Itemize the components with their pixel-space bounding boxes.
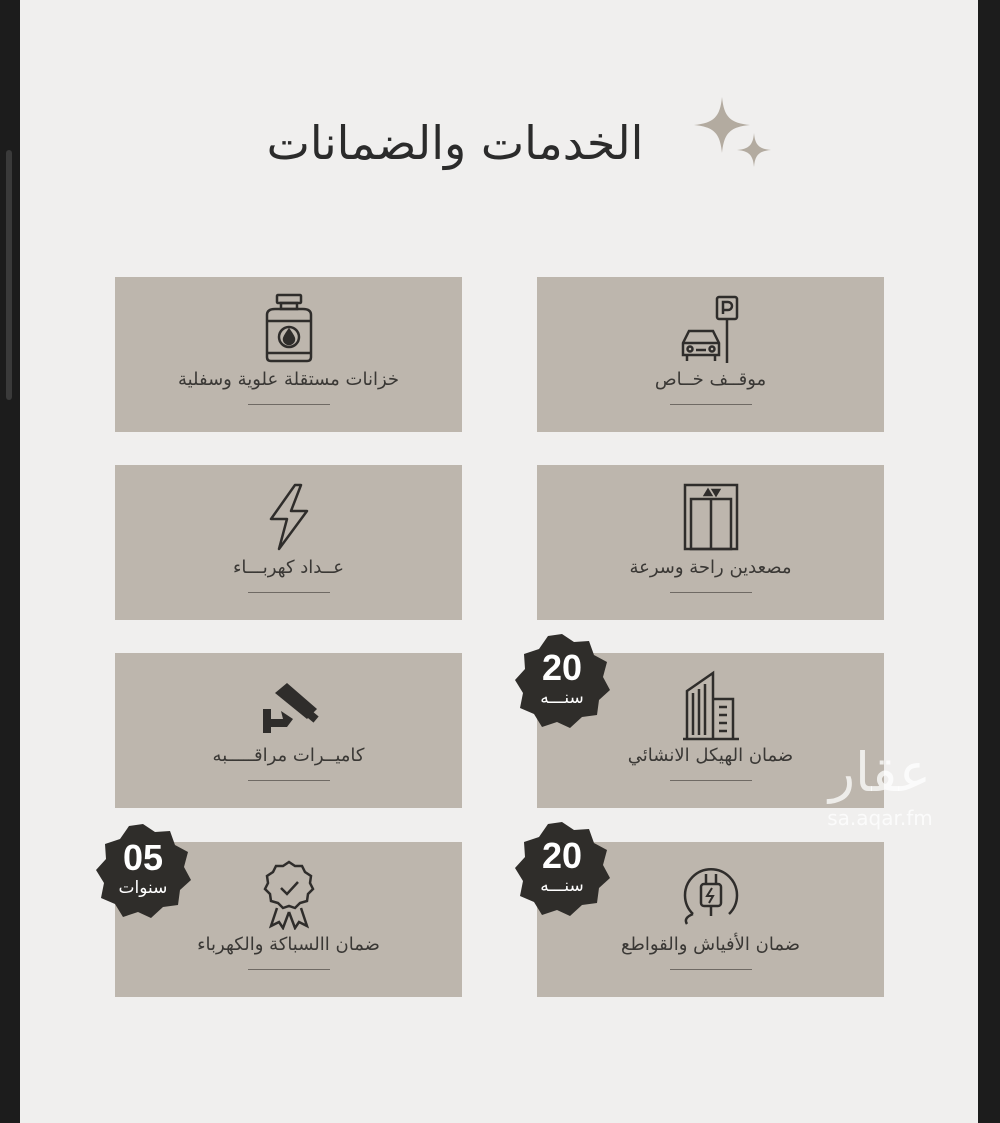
water-tank-icon	[257, 293, 321, 365]
card-label: ضمان االسباكة والكهرباء	[197, 934, 380, 955]
divider	[670, 780, 752, 781]
divider	[248, 404, 330, 405]
card-label: خزانات مستقلة علوية وسفلية	[177, 369, 400, 390]
watermark-logo: عقار	[828, 741, 932, 804]
lightning-bolt-icon	[257, 481, 321, 553]
watermark-domain: sa.aqar.fm	[827, 806, 933, 830]
divider	[670, 592, 752, 593]
sparkle-icon	[692, 95, 777, 175]
document-page	[20, 0, 978, 1123]
badge-number: 05	[122, 837, 164, 878]
building-icon	[679, 669, 743, 741]
divider	[670, 404, 752, 405]
power-plug-icon	[679, 858, 743, 930]
scrollbar[interactable]	[6, 150, 12, 400]
parking-car-icon	[679, 293, 743, 365]
badge-number: 20	[541, 647, 583, 688]
badge-unit: سنـــه	[540, 876, 584, 896]
card-water-tanks	[115, 277, 462, 432]
divider	[248, 780, 330, 781]
watermark	[800, 740, 960, 850]
card-cctv	[115, 653, 462, 808]
warranty-years-badge	[512, 820, 612, 920]
elevator-icon	[679, 481, 743, 553]
badge-unit: سنوات	[118, 878, 168, 898]
card-private-parking	[537, 277, 884, 432]
divider	[248, 592, 330, 593]
card-elevators	[537, 465, 884, 620]
card-label: كاميــرات مراقـــــبه	[212, 745, 365, 766]
warranty-years-badge	[512, 632, 612, 732]
card-label: عــداد كهربـــاء	[232, 557, 345, 578]
badge-number: 20	[541, 835, 583, 876]
warranty-years-badge	[93, 822, 193, 922]
security-camera-icon	[257, 669, 321, 741]
badge-unit: سنـــه	[540, 688, 584, 708]
divider	[670, 969, 752, 970]
card-electricity-meter	[115, 465, 462, 620]
page-title: الخدمات والضمانات	[266, 116, 644, 170]
quality-badge-icon	[257, 858, 321, 930]
card-label: ضمان الهيكل الانشائي	[627, 745, 794, 766]
divider	[248, 969, 330, 970]
card-label: ضمان الأفياش والقواطع	[620, 934, 801, 955]
card-label: موقــف خــاص	[654, 369, 767, 390]
card-label: مصعدين راحة وسرعة	[629, 557, 792, 578]
